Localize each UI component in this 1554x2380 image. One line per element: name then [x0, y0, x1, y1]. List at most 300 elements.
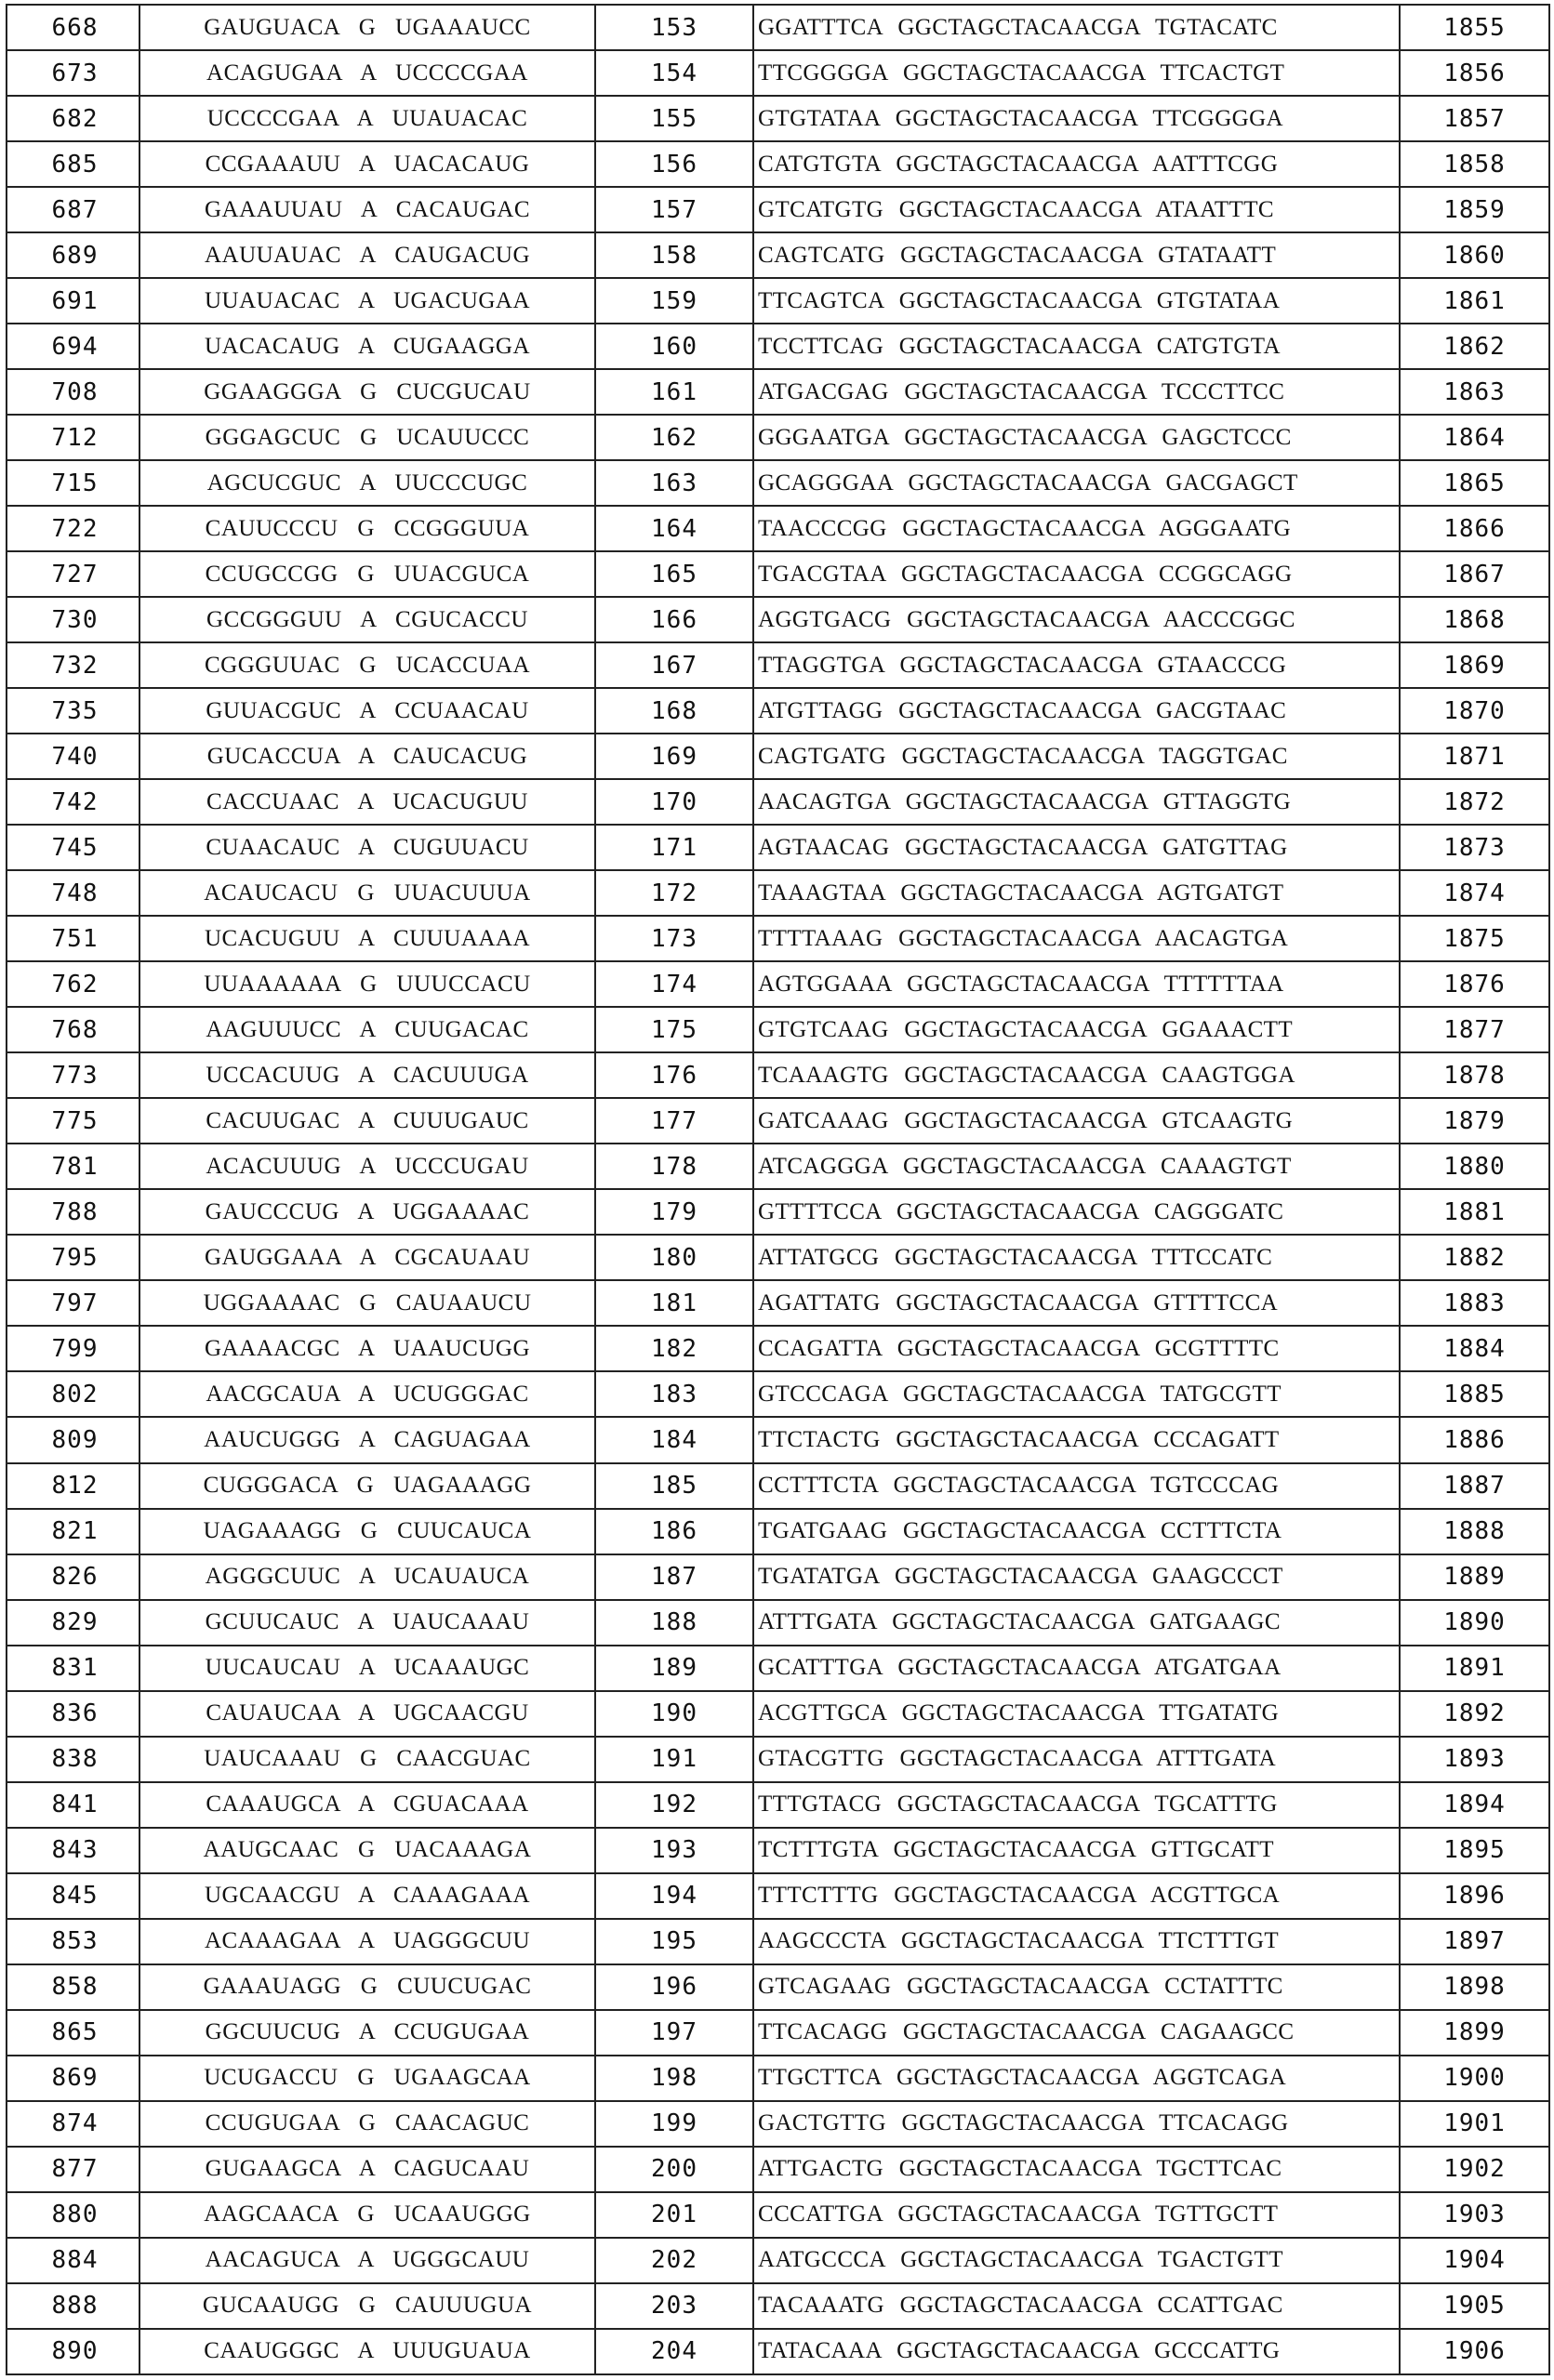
enzyme-sequence-cell: TTAGGTGA GGCTAGCTACAACGA GTAACCCG	[753, 642, 1400, 688]
enzyme-sequence-cell: TAACCCGG GGCTAGCTACAACGA AGGGAATG	[753, 506, 1400, 551]
table-row	[7, 5, 1549, 50]
enzyme-seq-id-cell: 1883	[1400, 1280, 1549, 1326]
seq-id-cell: 168	[595, 688, 753, 734]
seq-id-cell: 177	[595, 1098, 753, 1144]
enzyme-sequence-cell: TATACAAA GGCTAGCTACAACGA GCCCATTG	[753, 2329, 1400, 2374]
enzyme-sequence-cell: CCAGATTA GGCTAGCTACAACGA GCGTTTTC	[753, 1326, 1400, 1371]
position-cell: 715	[7, 460, 139, 506]
enzyme-sequence-cell: AAGCCCTA GGCTAGCTACAACGA TTCTTTGT	[753, 1919, 1400, 1964]
table-row	[7, 1280, 1549, 1326]
position-cell: 732	[7, 642, 139, 688]
seq-id-cell: 200	[595, 2147, 753, 2192]
seq-id-cell: 196	[595, 1964, 753, 2010]
position-cell: 751	[7, 916, 139, 961]
enzyme-seq-id-cell: 1905	[1400, 2283, 1549, 2329]
substrate-sequence-cell: AAUCUGGG A CAGUAGAA	[139, 1417, 595, 1462]
seq-id-cell: 197	[595, 2010, 753, 2056]
table-row	[7, 779, 1549, 825]
enzyme-seq-id-cell: 1873	[1400, 825, 1549, 870]
position-cell: 682	[7, 96, 139, 141]
table-row	[7, 2010, 1549, 2056]
enzyme-sequence-cell: TTTCTTTG GGCTAGCTACAACGA ACGTTGCA	[753, 1873, 1400, 1919]
substrate-sequence-cell: ACACUUUG A UCCCUGAU	[139, 1144, 595, 1189]
table-row	[7, 1600, 1549, 1646]
table-row	[7, 1144, 1549, 1189]
table-row	[7, 1098, 1549, 1144]
table-row	[7, 1235, 1549, 1280]
enzyme-seq-id-cell: 1860	[1400, 232, 1549, 278]
position-cell: 745	[7, 825, 139, 870]
substrate-sequence-cell: CACUUGAC A CUUUGAUC	[139, 1098, 595, 1144]
substrate-sequence-cell: UAUCAAAU G CAACGUAC	[139, 1737, 595, 1782]
position-cell: 812	[7, 1463, 139, 1509]
enzyme-sequence-cell: CCCATTGA GGCTAGCTACAACGA TGTTGCTT	[753, 2192, 1400, 2238]
position-cell: 762	[7, 961, 139, 1007]
substrate-sequence-cell: UCCACUUG A CACUUUGA	[139, 1052, 595, 1098]
table-row	[7, 460, 1549, 506]
seq-id-cell: 203	[595, 2283, 753, 2329]
substrate-sequence-cell: GAUGUACA G UGAAAUCC	[139, 5, 595, 50]
enzyme-seq-id-cell: 1864	[1400, 415, 1549, 460]
table-row	[7, 2192, 1549, 2238]
enzyme-sequence-cell: TCCTTCAG GGCTAGCTACAACGA CATGTGTA	[753, 324, 1400, 369]
seq-id-cell: 164	[595, 506, 753, 551]
enzyme-sequence-cell: GATCAAAG GGCTAGCTACAACGA GTCAAGTG	[753, 1098, 1400, 1144]
enzyme-seq-id-cell: 1902	[1400, 2147, 1549, 2192]
substrate-sequence-cell: GAUGGAAA A CGCAUAAU	[139, 1235, 595, 1280]
enzyme-seq-id-cell: 1886	[1400, 1417, 1549, 1462]
seq-id-cell: 202	[595, 2238, 753, 2283]
seq-id-cell: 172	[595, 870, 753, 916]
enzyme-seq-id-cell: 1859	[1400, 187, 1549, 232]
seq-id-cell: 194	[595, 1873, 753, 1919]
enzyme-sequence-cell: TTGCTTCA GGCTAGCTACAACGA AGGTCAGA	[753, 2056, 1400, 2101]
seq-id-cell: 187	[595, 1554, 753, 1600]
enzyme-seq-id-cell: 1896	[1400, 1873, 1549, 1919]
position-cell: 788	[7, 1189, 139, 1235]
seq-id-cell: 161	[595, 369, 753, 415]
substrate-sequence-cell: CAUUCCCU G CCGGGUUA	[139, 506, 595, 551]
table-row	[7, 1919, 1549, 1964]
enzyme-sequence-cell: TTCAGTCA GGCTAGCTACAACGA GTGTATAA	[753, 278, 1400, 324]
enzyme-seq-id-cell: 1876	[1400, 961, 1549, 1007]
enzyme-seq-id-cell: 1884	[1400, 1326, 1549, 1371]
seq-id-cell: 157	[595, 187, 753, 232]
enzyme-seq-id-cell: 1861	[1400, 278, 1549, 324]
table-row	[7, 1691, 1549, 1737]
position-cell: 781	[7, 1144, 139, 1189]
position-cell: 836	[7, 1691, 139, 1737]
table-row	[7, 50, 1549, 96]
substrate-sequence-cell: GCUUCAUC A UAUCAAAU	[139, 1600, 595, 1646]
enzyme-seq-id-cell: 1856	[1400, 50, 1549, 96]
table-row	[7, 1189, 1549, 1235]
sequence-table-body	[7, 5, 1549, 2374]
seq-id-cell: 175	[595, 1007, 753, 1052]
position-cell: 740	[7, 734, 139, 779]
position-cell: 735	[7, 688, 139, 734]
substrate-sequence-cell: AACGCAUA A UCUGGGAC	[139, 1371, 595, 1417]
enzyme-seq-id-cell: 1879	[1400, 1098, 1549, 1144]
seq-id-cell: 191	[595, 1737, 753, 1782]
substrate-sequence-cell: GAAAUAGG G CUUCUGAC	[139, 1964, 595, 2010]
substrate-sequence-cell: CGGGUUAC G UCACCUAA	[139, 642, 595, 688]
position-cell: 802	[7, 1371, 139, 1417]
enzyme-seq-id-cell: 1901	[1400, 2101, 1549, 2147]
position-cell: 884	[7, 2238, 139, 2283]
table-row	[7, 642, 1549, 688]
table-row	[7, 1007, 1549, 1052]
enzyme-sequence-cell: TTTTAAAG GGCTAGCTACAACGA AACAGTGA	[753, 916, 1400, 961]
substrate-sequence-cell: GAAAUUAU A CACAUGAC	[139, 187, 595, 232]
position-cell: 880	[7, 2192, 139, 2238]
substrate-sequence-cell: AAUUAUAC A CAUGACUG	[139, 232, 595, 278]
enzyme-seq-id-cell: 1858	[1400, 141, 1549, 187]
substrate-sequence-cell: UCACUGUU A CUUUAAAA	[139, 916, 595, 961]
table-row	[7, 1873, 1549, 1919]
table-row	[7, 278, 1549, 324]
table-row	[7, 2056, 1549, 2101]
substrate-sequence-cell: UCCCCGAA A UUAUACAC	[139, 96, 595, 141]
enzyme-seq-id-cell: 1893	[1400, 1737, 1549, 1782]
position-cell: 826	[7, 1554, 139, 1600]
table-row	[7, 232, 1549, 278]
enzyme-sequence-cell: GACTGTTG GGCTAGCTACAACGA TTCACAGG	[753, 2101, 1400, 2147]
table-row	[7, 870, 1549, 916]
table-row	[7, 1964, 1549, 2010]
enzyme-sequence-cell: TGATGAAG GGCTAGCTACAACGA CCTTTCTA	[753, 1509, 1400, 1554]
position-cell: 685	[7, 141, 139, 187]
seq-id-cell: 155	[595, 96, 753, 141]
substrate-sequence-cell: GAAAACGC A UAAUCUGG	[139, 1326, 595, 1371]
table-row	[7, 506, 1549, 551]
seq-id-cell: 204	[595, 2329, 753, 2374]
enzyme-seq-id-cell: 1865	[1400, 460, 1549, 506]
enzyme-sequence-cell: CATGTGTA GGCTAGCTACAACGA AATTTCGG	[753, 141, 1400, 187]
table-row	[7, 2101, 1549, 2147]
enzyme-sequence-cell: GTACGTTG GGCTAGCTACAACGA ATTTGATA	[753, 1737, 1400, 1782]
seq-id-cell: 178	[595, 1144, 753, 1189]
position-cell: 742	[7, 779, 139, 825]
enzyme-seq-id-cell: 1889	[1400, 1554, 1549, 1600]
enzyme-sequence-cell: TTCACAGG GGCTAGCTACAACGA CAGAAGCC	[753, 2010, 1400, 2056]
enzyme-sequence-cell: TGATATGA GGCTAGCTACAACGA GAAGCCCT	[753, 1554, 1400, 1600]
seq-id-cell: 195	[595, 1919, 753, 1964]
substrate-sequence-cell: AGCUCGUC A UUCCCUGC	[139, 460, 595, 506]
position-cell: 768	[7, 1007, 139, 1052]
table-row	[7, 1782, 1549, 1828]
enzyme-seq-id-cell: 1880	[1400, 1144, 1549, 1189]
enzyme-seq-id-cell: 1888	[1400, 1509, 1549, 1554]
table-row	[7, 2329, 1549, 2374]
enzyme-sequence-cell: ACGTTGCA GGCTAGCTACAACGA TTGATATG	[753, 1691, 1400, 1737]
table-row	[7, 2147, 1549, 2192]
table-row	[7, 1052, 1549, 1098]
enzyme-seq-id-cell: 1855	[1400, 5, 1549, 50]
enzyme-seq-id-cell: 1869	[1400, 642, 1549, 688]
enzyme-sequence-cell: ATGACGAG GGCTAGCTACAACGA TCCCTTCC	[753, 369, 1400, 415]
substrate-sequence-cell: CCUGUGAA G CAACAGUC	[139, 2101, 595, 2147]
position-cell: 888	[7, 2283, 139, 2329]
enzyme-seq-id-cell: 1881	[1400, 1189, 1549, 1235]
substrate-sequence-cell: UGCAACGU A CAAAGAAA	[139, 1873, 595, 1919]
position-cell: 694	[7, 324, 139, 369]
table-row	[7, 415, 1549, 460]
substrate-sequence-cell: AAGCAACA G UCAAUGGG	[139, 2192, 595, 2238]
substrate-sequence-cell: CAAAUGCA A CGUACAAA	[139, 1782, 595, 1828]
table-row	[7, 1509, 1549, 1554]
position-cell: 730	[7, 597, 139, 642]
substrate-sequence-cell: CCUGCCGG G UUACGUCA	[139, 551, 595, 597]
seq-id-cell: 163	[595, 460, 753, 506]
seq-id-cell: 179	[595, 1189, 753, 1235]
seq-id-cell: 173	[595, 916, 753, 961]
enzyme-sequence-cell: AACAGTGA GGCTAGCTACAACGA GTTAGGTG	[753, 779, 1400, 825]
substrate-sequence-cell: GCCGGGUU A CGUCACCU	[139, 597, 595, 642]
position-cell: 708	[7, 369, 139, 415]
enzyme-seq-id-cell: 1868	[1400, 597, 1549, 642]
enzyme-sequence-cell: AGGTGACG GGCTAGCTACAACGA AACCCGGC	[753, 597, 1400, 642]
position-cell: 689	[7, 232, 139, 278]
enzyme-seq-id-cell: 1882	[1400, 1235, 1549, 1280]
enzyme-seq-id-cell: 1900	[1400, 2056, 1549, 2101]
seq-id-cell: 153	[595, 5, 753, 50]
table-row	[7, 825, 1549, 870]
seq-id-cell: 183	[595, 1371, 753, 1417]
substrate-sequence-cell: GUCACCUA A CAUCACUG	[139, 734, 595, 779]
seq-id-cell: 180	[595, 1235, 753, 1280]
enzyme-sequence-cell: GGGAATGA GGCTAGCTACAACGA GAGCTCCC	[753, 415, 1400, 460]
seq-id-cell: 154	[595, 50, 753, 96]
enzyme-seq-id-cell: 1857	[1400, 96, 1549, 141]
enzyme-sequence-cell: ATTGACTG GGCTAGCTACAACGA TGCTTCAC	[753, 2147, 1400, 2192]
enzyme-seq-id-cell: 1872	[1400, 779, 1549, 825]
enzyme-seq-id-cell: 1871	[1400, 734, 1549, 779]
seq-id-cell: 159	[595, 278, 753, 324]
seq-id-cell: 165	[595, 551, 753, 597]
seq-id-cell: 176	[595, 1052, 753, 1098]
enzyme-sequence-cell: ATGTTAGG GGCTAGCTACAACGA GACGTAAC	[753, 688, 1400, 734]
enzyme-sequence-cell: CAGTCATG GGCTAGCTACAACGA GTATAATT	[753, 232, 1400, 278]
substrate-sequence-cell: AAUGCAAC G UACAAAGA	[139, 1828, 595, 1873]
seq-id-cell: 193	[595, 1828, 753, 1873]
position-cell: 829	[7, 1600, 139, 1646]
position-cell: 865	[7, 2010, 139, 2056]
table-row	[7, 597, 1549, 642]
substrate-sequence-cell: ACAAAGAA A UAGGGCUU	[139, 1919, 595, 1964]
table-row	[7, 96, 1549, 141]
enzyme-seq-id-cell: 1875	[1400, 916, 1549, 961]
enzyme-sequence-cell: TGACGTAA GGCTAGCTACAACGA CCGGCAGG	[753, 551, 1400, 597]
position-cell: 877	[7, 2147, 139, 2192]
enzyme-sequence-cell: ATCAGGGA GGCTAGCTACAACGA CAAAGTGT	[753, 1144, 1400, 1189]
seq-id-cell: 199	[595, 2101, 753, 2147]
position-cell: 799	[7, 1326, 139, 1371]
position-cell: 668	[7, 5, 139, 50]
enzyme-sequence-cell: GTGTCAAG GGCTAGCTACAACGA GGAAACTT	[753, 1007, 1400, 1052]
enzyme-seq-id-cell: 1903	[1400, 2192, 1549, 2238]
enzyme-sequence-cell: CCTTTCTA GGCTAGCTACAACGA TGTCCCAG	[753, 1463, 1400, 1509]
substrate-sequence-cell: GAUCCCUG A UGGAAAAC	[139, 1189, 595, 1235]
position-cell: 869	[7, 2056, 139, 2101]
enzyme-sequence-cell: AGTAACAG GGCTAGCTACAACGA GATGTTAG	[753, 825, 1400, 870]
enzyme-seq-id-cell: 1898	[1400, 1964, 1549, 2010]
seq-id-cell: 201	[595, 2192, 753, 2238]
substrate-sequence-cell: ACAGUGAA A UCCCCGAA	[139, 50, 595, 96]
enzyme-seq-id-cell: 1906	[1400, 2329, 1549, 2374]
position-cell: 831	[7, 1646, 139, 1691]
table-row	[7, 688, 1549, 734]
substrate-sequence-cell: UUAAAAAA G UUUCCACU	[139, 961, 595, 1007]
substrate-sequence-cell: AAGUUUCC A CUUGACAC	[139, 1007, 595, 1052]
enzyme-seq-id-cell: 1874	[1400, 870, 1549, 916]
substrate-sequence-cell: UACACAUG A CUGAAGGA	[139, 324, 595, 369]
position-cell: 874	[7, 2101, 139, 2147]
enzyme-seq-id-cell: 1897	[1400, 1919, 1549, 1964]
enzyme-seq-id-cell: 1885	[1400, 1371, 1549, 1417]
substrate-sequence-cell: GUGAAGCA A CAGUCAAU	[139, 2147, 595, 2192]
table-row	[7, 2283, 1549, 2329]
seq-id-cell: 171	[595, 825, 753, 870]
enzyme-sequence-cell: GCAGGGAA GGCTAGCTACAACGA GACGAGCT	[753, 460, 1400, 506]
enzyme-sequence-cell: TCAAAGTG GGCTAGCTACAACGA CAAGTGGA	[753, 1052, 1400, 1098]
position-cell: 691	[7, 278, 139, 324]
position-cell: 821	[7, 1509, 139, 1554]
enzyme-seq-id-cell: 1867	[1400, 551, 1549, 597]
enzyme-seq-id-cell: 1878	[1400, 1052, 1549, 1098]
position-cell: 748	[7, 870, 139, 916]
position-cell: 841	[7, 1782, 139, 1828]
substrate-sequence-cell: UGGAAAAC G CAUAAUCU	[139, 1280, 595, 1326]
seq-id-cell: 182	[595, 1326, 753, 1371]
position-cell: 853	[7, 1919, 139, 1964]
enzyme-seq-id-cell: 1862	[1400, 324, 1549, 369]
enzyme-seq-id-cell: 1890	[1400, 1600, 1549, 1646]
substrate-sequence-cell: CAAUGGGC A UUUGUAUA	[139, 2329, 595, 2374]
substrate-sequence-cell: UAGAAAGG G CUUCAUCA	[139, 1509, 595, 1554]
seq-id-cell: 169	[595, 734, 753, 779]
seq-id-cell: 184	[595, 1417, 753, 1462]
enzyme-sequence-cell: GTCATGTG GGCTAGCTACAACGA ATAATTTC	[753, 187, 1400, 232]
enzyme-seq-id-cell: 1904	[1400, 2238, 1549, 2283]
seq-id-cell: 166	[595, 597, 753, 642]
enzyme-seq-id-cell: 1887	[1400, 1463, 1549, 1509]
enzyme-sequence-cell: TTCGGGGA GGCTAGCTACAACGA TTCACTGT	[753, 50, 1400, 96]
enzyme-seq-id-cell: 1892	[1400, 1691, 1549, 1737]
substrate-sequence-cell: GGAAGGGA G CUCGUCAU	[139, 369, 595, 415]
enzyme-sequence-cell: ATTTGATA GGCTAGCTACAACGA GATGAAGC	[753, 1600, 1400, 1646]
seq-id-cell: 170	[595, 779, 753, 825]
table-row	[7, 916, 1549, 961]
seq-id-cell: 188	[595, 1600, 753, 1646]
table-row	[7, 2238, 1549, 2283]
table-row	[7, 1554, 1549, 1600]
enzyme-sequence-cell: AGATTATG GGCTAGCTACAACGA GTTTTCCA	[753, 1280, 1400, 1326]
table-row	[7, 369, 1549, 415]
enzyme-seq-id-cell: 1891	[1400, 1646, 1549, 1691]
seq-id-cell: 190	[595, 1691, 753, 1737]
position-cell: 795	[7, 1235, 139, 1280]
enzyme-sequence-cell: TTCTACTG GGCTAGCTACAACGA CCCAGATT	[753, 1417, 1400, 1462]
position-cell: 843	[7, 1828, 139, 1873]
position-cell: 809	[7, 1417, 139, 1462]
table-row	[7, 961, 1549, 1007]
position-cell: 712	[7, 415, 139, 460]
enzyme-seq-id-cell: 1877	[1400, 1007, 1549, 1052]
substrate-sequence-cell: GUUACGUC A CCUAACAU	[139, 688, 595, 734]
substrate-sequence-cell: UUCAUCAU A UCAAAUGC	[139, 1646, 595, 1691]
position-cell: 673	[7, 50, 139, 96]
table-row	[7, 1646, 1549, 1691]
position-cell: 797	[7, 1280, 139, 1326]
seq-id-cell: 181	[595, 1280, 753, 1326]
position-cell: 775	[7, 1098, 139, 1144]
substrate-sequence-cell: GUCAAUGG G CAUUUGUA	[139, 2283, 595, 2329]
enzyme-seq-id-cell: 1866	[1400, 506, 1549, 551]
enzyme-seq-id-cell: 1895	[1400, 1828, 1549, 1873]
enzyme-sequence-cell: AGTGGAAA GGCTAGCTACAACGA TTTTTTAA	[753, 961, 1400, 1007]
seq-id-cell: 186	[595, 1509, 753, 1554]
position-cell: 845	[7, 1873, 139, 1919]
table-row	[7, 141, 1549, 187]
table-row	[7, 1828, 1549, 1873]
enzyme-sequence-cell: TTTGTACG GGCTAGCTACAACGA TGCATTTG	[753, 1782, 1400, 1828]
table-row	[7, 187, 1549, 232]
seq-id-cell: 198	[595, 2056, 753, 2101]
enzyme-sequence-cell: TAAAGTAA GGCTAGCTACAACGA AGTGATGT	[753, 870, 1400, 916]
position-cell: 858	[7, 1964, 139, 2010]
table-row	[7, 1463, 1549, 1509]
substrate-sequence-cell: CUAACAUC A CUGUUACU	[139, 825, 595, 870]
enzyme-sequence-cell: AATGCCCA GGCTAGCTACAACGA TGACTGTT	[753, 2238, 1400, 2283]
seq-id-cell: 158	[595, 232, 753, 278]
table-row	[7, 1371, 1549, 1417]
seq-id-cell: 162	[595, 415, 753, 460]
substrate-sequence-cell: CAUAUCAA A UGCAACGU	[139, 1691, 595, 1737]
substrate-sequence-cell: UUAUACAC A UGACUGAA	[139, 278, 595, 324]
enzyme-sequence-cell: CAGTGATG GGCTAGCTACAACGA TAGGTGAC	[753, 734, 1400, 779]
position-cell: 773	[7, 1052, 139, 1098]
seq-id-cell: 160	[595, 324, 753, 369]
enzyme-sequence-cell: GTCAGAAG GGCTAGCTACAACGA CCTATTTC	[753, 1964, 1400, 2010]
enzyme-sequence-cell: GTTTTCCA GGCTAGCTACAACGA CAGGGATC	[753, 1189, 1400, 1235]
substrate-sequence-cell: GGCUUCUG A CCUGUGAA	[139, 2010, 595, 2056]
sequence-table	[6, 4, 1550, 2375]
position-cell: 687	[7, 187, 139, 232]
substrate-sequence-cell: UCUGACCU G UGAAGCAA	[139, 2056, 595, 2101]
table-row	[7, 734, 1549, 779]
enzyme-seq-id-cell: 1863	[1400, 369, 1549, 415]
table-row	[7, 551, 1549, 597]
substrate-sequence-cell: ACAUCACU G UUACUUUA	[139, 870, 595, 916]
seq-id-cell: 185	[595, 1463, 753, 1509]
substrate-sequence-cell: GGGAGCUC G UCAUUCCC	[139, 415, 595, 460]
enzyme-seq-id-cell: 1894	[1400, 1782, 1549, 1828]
enzyme-sequence-cell: GCATTTGA GGCTAGCTACAACGA ATGATGAA	[753, 1646, 1400, 1691]
table-row	[7, 324, 1549, 369]
table-row	[7, 1737, 1549, 1782]
enzyme-sequence-cell: GTGTATAA GGCTAGCTACAACGA TTCGGGGA	[753, 96, 1400, 141]
substrate-sequence-cell: AACAGUCA A UGGGCAUU	[139, 2238, 595, 2283]
seq-id-cell: 156	[595, 141, 753, 187]
enzyme-sequence-cell: GGATTTCA GGCTAGCTACAACGA TGTACATC	[753, 5, 1400, 50]
substrate-sequence-cell: CACCUAAC A UCACUGUU	[139, 779, 595, 825]
enzyme-seq-id-cell: 1899	[1400, 2010, 1549, 2056]
table-row	[7, 1417, 1549, 1462]
substrate-sequence-cell: CCGAAAUU A UACACAUG	[139, 141, 595, 187]
seq-id-cell: 167	[595, 642, 753, 688]
enzyme-seq-id-cell: 1870	[1400, 688, 1549, 734]
